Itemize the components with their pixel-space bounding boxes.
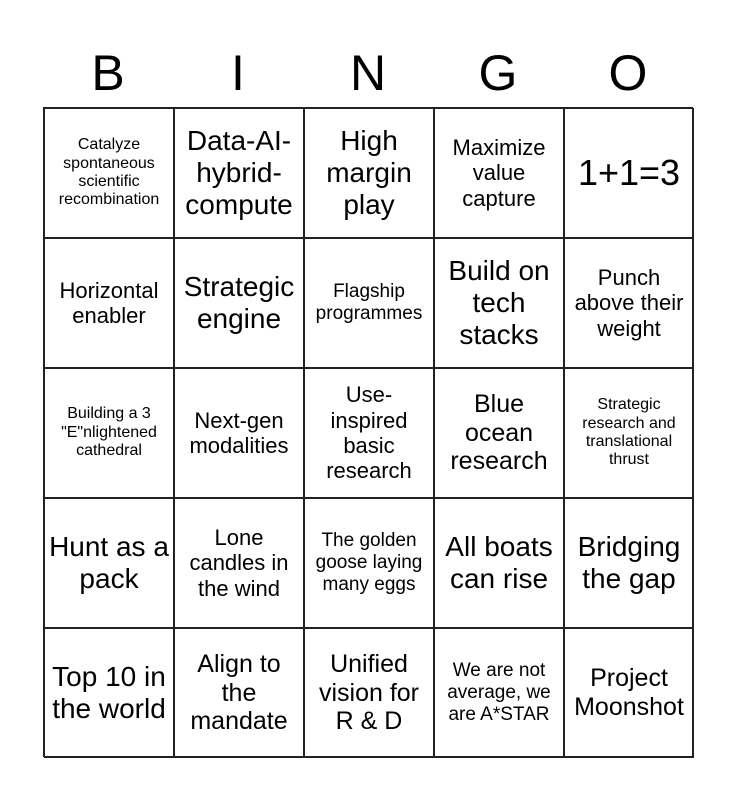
bingo-cell[interactable]: Top 10 in the world bbox=[44, 628, 174, 758]
bingo-cell[interactable]: Flagship programmes bbox=[304, 238, 434, 368]
bingo-cell[interactable]: Data-AI-hybrid-compute bbox=[174, 108, 304, 238]
bingo-cell[interactable]: Punch above their weight bbox=[564, 238, 694, 368]
bingo-cell[interactable]: Maximize value capture bbox=[434, 108, 564, 238]
bingo-cell[interactable]: Strategic research and translational thrust bbox=[564, 368, 694, 498]
bingo-cell[interactable]: Catalyze spontaneous scientific recombination bbox=[44, 108, 174, 238]
header-letter-n: N bbox=[349, 45, 387, 101]
header-letter-g: G bbox=[478, 45, 518, 101]
bingo-cell[interactable]: We are not average, we are A*STAR bbox=[434, 628, 564, 758]
bingo-cell[interactable]: Bridging the gap bbox=[564, 498, 694, 628]
bingo-cell[interactable]: Horizontal enabler bbox=[44, 238, 174, 368]
bingo-cell[interactable]: Blue ocean research bbox=[434, 368, 564, 498]
bingo-cell[interactable]: Unified vision for R & D bbox=[304, 628, 434, 758]
bingo-cell[interactable]: Building a 3 "E"nlightened cathedral bbox=[44, 368, 174, 498]
header-letter-o: O bbox=[608, 45, 648, 101]
bingo-cell[interactable]: Project Moonshot bbox=[564, 628, 694, 758]
bingo-cell[interactable]: Strategic engine bbox=[174, 238, 304, 368]
bingo-header bbox=[43, 40, 693, 106]
header-letter-i: I bbox=[231, 45, 245, 101]
bingo-cell[interactable]: Align to the mandate bbox=[174, 628, 304, 758]
bingo-cell[interactable]: Hunt as a pack bbox=[44, 498, 174, 628]
bingo-cell[interactable]: Next-gen modalities bbox=[174, 368, 304, 498]
bingo-cell[interactable]: 1+1=3 bbox=[564, 108, 694, 238]
header-letter-b: B bbox=[91, 45, 125, 101]
bingo-cell[interactable]: Use-inspired basic research bbox=[304, 368, 434, 498]
bingo-cell[interactable]: Lone candles in the wind bbox=[174, 498, 304, 628]
bingo-cell[interactable]: High margin play bbox=[304, 108, 434, 238]
bingo-cell[interactable]: The golden goose laying many eggs bbox=[304, 498, 434, 628]
bingo-cell[interactable]: Build on tech stacks bbox=[434, 238, 564, 368]
bingo-cell[interactable]: All boats can rise bbox=[434, 498, 564, 628]
bingo-board bbox=[43, 107, 693, 757]
